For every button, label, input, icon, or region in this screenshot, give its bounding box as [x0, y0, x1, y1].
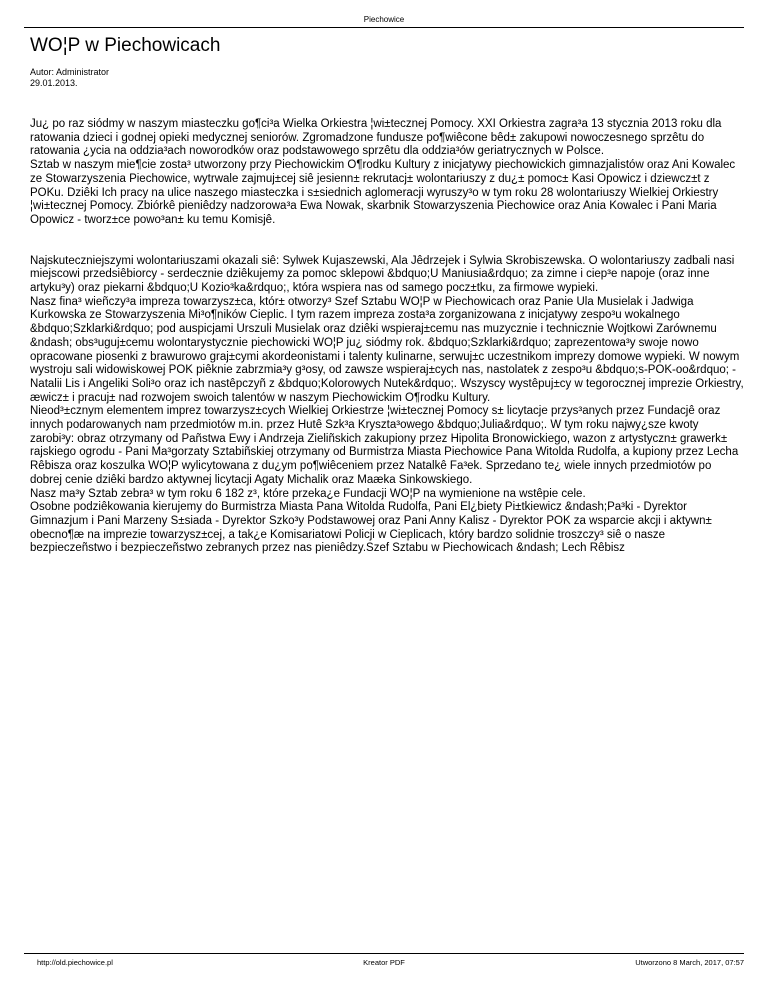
article-paragraph: Nieod³±cznym elementem imprez towarzysz±cych Wielkiej Orkiestrze ¦wi±tecznej Pomocy s± licytacje przys³anych przez Fundacjê oraz innych podarowanych nam przedmiotów m.in. przez Hutê Szk³a Kryszta³owego &bdquo;Julia&rdquo;. W tym roku najwy¿sze kwoty zarobi³y: obraz otrzymany od Pañstwa Ewy i Andrzeja Zieliñskich zakupiony przez Hipolita Bronowickiego, wazon z artystyczn± grawerk± rajskiego ogrodu - Pani Ma³gorzaty Sztabiñskiej otrzymany od Burmistrza Miasta Piechowice Pana Witolda Rudolfa, a kupiony przez Lecha Rêbisza oraz koszulka WO¦P wylicytowana z du¿ym po¶wiêceniem przez Natalkê Fa³ek. Sprzedano te¿ wiele innych przedmiotów po dobrej cenie dziêki bardzo aktywnej licytacji Agaty Michalik oraz Maæka Sinkowskiego.: [30, 405, 739, 486]
footer-created: Utworzono 8 March, 2017, 07:57: [635, 958, 744, 967]
article-paragraph: Osobne podziêkowania kierujemy do Burmistrza Miasta Pana Witolda Rudolfa, Pani El¿biety Pi±tkiewicz &ndash;Pa³ki - Dyrektor Gimnazjum i Pani Marzeny S±siada - Dyrektor Szko³y Podstawowej oraz Pani Anny Kalisz - Dyrektor POK za wsparcie akcji i aktywn± obecno¶æ na imprezie towarzysz±cej, a tak¿e Komisariatowi Policji w Cieplicach, który bardzo solidnie troszczy³ siê o nasze bezpieczeñstwo i bezpieczeñstwo zebranych przez nas pieniêdzy.Szef Sztabu w Piechowicach &ndash; Lech Rêbisz: [30, 501, 712, 555]
footer-divider: [24, 953, 744, 954]
article-paragraph: Ju¿ po raz siódmy w naszym miasteczku go¶ci³a Wielka Orkiestra ¦wi±tecznej Pomocy. XXI Orkiestra zagra³a 13 stycznia 2013 roku dla ratowania dzieci i godnej opieki medycznej seniorów. Zgromadzone fundusze po¶wiêcone bêd± zakupowi nowoczesnego sprzêtu do ratowania ¿ycia na oddzia³ach noworodków oraz podstawowego sprzêtu dla oddzia³ów geriatrycznych w Polsce.: [30, 118, 722, 158]
article-body: [30, 118, 745, 556]
footer-generator: Kreator PDF: [363, 958, 405, 967]
article-title: WO¦P w Piechowicach: [30, 35, 221, 56]
header-divider: [24, 27, 744, 28]
page-header-site: Piechowice: [363, 15, 405, 24]
article-meta: [30, 67, 109, 89]
footer-url: http://old.piechowice.pl: [37, 958, 113, 967]
article-paragraph: Sztab w naszym mie¶cie zosta³ utworzony przy Piechowickim O¶rodku Kultury z inicjatywy piechowickich gimnazjalistów oraz Ani Kowalec ze Stowarzyszenia Piechowice, wytrwale zajmuj±cej siê jesienn± rekrutacj± wolontariuszy z du¿± pomoc± Kasi Opowicz i dziewcz±t z POKu. Dziêki Ich pracy na ulice naszego miasteczka i s±siednich aglomeracji wyruszy³o w tym roku 28 wolontariuszy Wielkiej Orkiestry ¦wi±tecznej Pomocy. Zbiórkê pieniêdzy nadzorowa³a Ewa Nowak, skarbnik Stowarzyszenia Piechowice oraz Ania Kowalec i Pani Maria Opowicz - tworz±ce powo³an± ku temu Komisjê.: [30, 159, 736, 226]
article-date: 29.01.2013.: [30, 78, 78, 88]
article-paragraph: Nasz ma³y Sztab zebra³ w tym roku 6 182 z³, które przeka¿e Fundacji WO¦P na wymienione na wstêpie cele.: [30, 487, 586, 500]
article-paragraph: Najskuteczniejszymi wolontariuszami okazali siê: Sylwek Kujaszewski, Ala Jêdrzejek i Sylwia Skrobiszewska. O wolontariuszy zadbali nasi miejscowi przedsiêbiorcy - serdecznie dziêkujemy za pomoc sklepowi &bdquo;U Maniusia&rdquo; za zimne i ciep³e napoje (oraz inne artyku³y) oraz piekarni &bdquo;U Kozio³ka&rdquo;, która wspiera nas od samego pocz±tku, za firmowe wypieki.: [30, 254, 735, 295]
article-paragraph: Nasz fina³ wieñczy³a impreza towarzysz±ca, któr± otworzy³ Szef Sztabu WO¦P w Piechowicach oraz Panie Ula Musielak i Jadwiga Kurkowska ze Stowarzyszenia Mi³o¶ników Cieplic. I tym razem impreza zosta³a zorganizowana z inicjatywy zespo³u wokalnego &bdquo;Szklarki&rdquo; pod auspicjami Urszuli Musielak oraz dziêki wspieraj±cemu nas muzycznie i technicznie Wojtkowi Zarównemu &ndash; obs³uguj±cemu wolontarystycznie piechowicki WO¦P ju¿ siódmy rok. &bdquo;Szklarki&rdquo; zaprezentowa³y swoje nowo opracowane piosenki z brawurowo graj±cymi akordeonistami i talenty kulinarne, serwuj±c uczestnikom imprezy domowe wypieki. W nowym wystroju sali widowiskowej POK piêknie zabrzmia³y g³osy, od zawsze wspieraj±cych nas, nastolatek z zespo³u &bdquo;s-POK-oo&rdquo; - Natalii Lis i Angeliki Soli³o oraz ich nastêpczyñ z &bdquo;Kolorowych Nutek&rdquo;. Wszyscy wystêpuj±cy w tegorocznej imprezie Orkiestry, æwicz± i pracuj± nad rozwojem swoich talentów w naszym Piechowickim O¶rodku Kultury.: [30, 295, 744, 404]
article-author: Autor: Administrator: [30, 67, 110, 77]
paragraph-spacer: [30, 228, 745, 255]
